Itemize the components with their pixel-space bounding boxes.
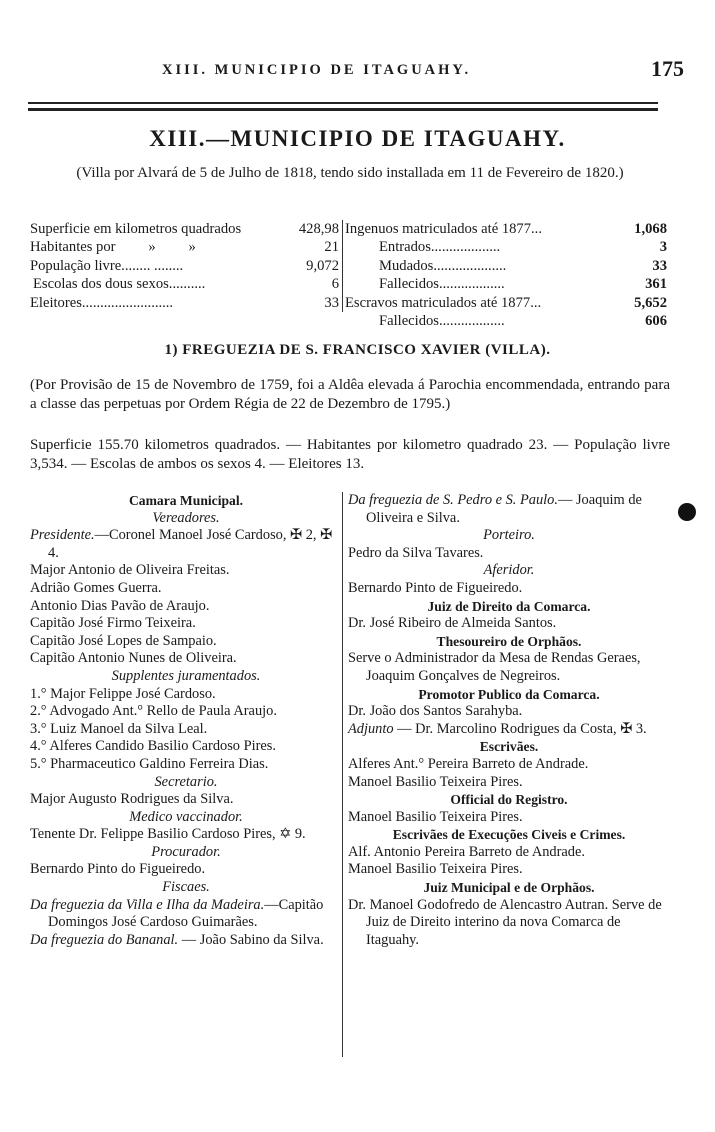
header-rule-thin bbox=[28, 102, 658, 104]
stats-left-column bbox=[30, 220, 343, 312]
fiscal-name: — Joaquim de Oliveira e Silva. bbox=[366, 492, 642, 526]
running-title: XIII. MUNICIPIO DE ITAGUAHY. bbox=[162, 62, 472, 78]
stats-value: 6 bbox=[331, 276, 339, 293]
heading-promotor: Promotor Publico da Comarca. bbox=[418, 686, 600, 702]
list-item: Alf. Antonio Pereira Barreto de Andrade. bbox=[348, 843, 585, 860]
list-item: Dr. Manoel Godofredo de Alencastro Autran. Serve de Juiz de Direito interino da nova Comarca de Itaguahy. bbox=[348, 896, 662, 948]
heading-secretario: Secretario. bbox=[154, 773, 218, 790]
adjunto-label: Adjunto bbox=[348, 720, 394, 737]
stats-row bbox=[343, 275, 670, 293]
heading-juiz-municipal: Juiz Municipal e de Orphãos. bbox=[423, 880, 595, 896]
stats-value: 33 bbox=[652, 257, 667, 274]
ink-blot bbox=[678, 503, 696, 521]
stats-row bbox=[343, 238, 670, 256]
stats-row bbox=[343, 257, 670, 275]
stats-label: Fallecidos.................. bbox=[379, 276, 505, 293]
fiscal-entry bbox=[348, 492, 670, 527]
stats-label: Escravos matriculados até 1877... bbox=[345, 294, 542, 311]
header-rule-thick bbox=[28, 108, 658, 111]
stats-label: Eleitores......................... bbox=[30, 294, 174, 311]
page-number: 175 bbox=[651, 56, 684, 81]
fiscal-place: Da freguezia da Villa e Ilha da Madeira. bbox=[30, 896, 265, 913]
list-item: Capitão José Firmo Teixeira. bbox=[30, 615, 196, 632]
list-item: Major Augusto Rodrigues da Silva. bbox=[30, 791, 234, 808]
list-item: Pedro da Silva Tavares. bbox=[348, 544, 484, 561]
stats-label: Fallecidos.................. bbox=[379, 312, 505, 329]
list-item: Manoel Basilio Teixeira Pires. bbox=[348, 773, 523, 790]
presidente-label: Presidente. bbox=[30, 527, 95, 544]
heading-supplentes: Supplentes juramentados. bbox=[111, 667, 261, 684]
fiscal-entry bbox=[30, 897, 342, 932]
heading-porteiro: Porteiro. bbox=[483, 527, 535, 544]
list-item: Capitão José Lopes de Sampaio. bbox=[30, 632, 217, 649]
stats-label: Escolas dos dous sexos.......... bbox=[33, 276, 206, 293]
stats-row bbox=[30, 294, 342, 312]
list-item: 2.° Advogado Ant.° Rello de Paula Araujo. bbox=[30, 703, 277, 720]
stats-row bbox=[343, 312, 670, 330]
fiscal-name: —Capitão Domingos José Cardoso Guimarães. bbox=[48, 896, 324, 931]
stats-row bbox=[30, 257, 342, 275]
list-item: 3.° Luiz Manoel da Silva Leal. bbox=[30, 720, 208, 737]
heading-official-registro: Official do Registro. bbox=[450, 792, 568, 808]
presidente-entry bbox=[30, 527, 342, 562]
heading-procurador: Procurador. bbox=[151, 843, 221, 860]
stats-value: 21 bbox=[324, 239, 339, 256]
heading-vereadores: Vereadores. bbox=[152, 509, 220, 526]
provisao-paragraph: (Por Provisão de 15 de Novembro de 1759, foi a Aldêa elevada á Parochia encommendada, entrando para a classe das perpetuas por Ordem Régia de 22 de Dezembro de 1795.) bbox=[30, 377, 670, 412]
stats-label: Superficie em kilometros quadrados bbox=[30, 221, 242, 237]
adjunto-name: — Dr. Marcolino Rodrigues da Costa, ✠ 3. bbox=[393, 720, 647, 737]
stats-value: 606 bbox=[645, 312, 667, 329]
stats-label: Mudados.................... bbox=[379, 257, 507, 274]
fiscal-name: — João Sabino da Silva. bbox=[178, 931, 324, 948]
stats-value: 3 bbox=[659, 239, 667, 256]
stats-right-column bbox=[343, 220, 670, 330]
list-item: Tenente Dr. Felippe Basilio Cardoso Pires, ✡ 9. bbox=[30, 826, 306, 843]
heading-escrivaes-execucoes: Escrivães de Execuções Civeis e Crimes. bbox=[392, 827, 626, 843]
list-item: Dr. João dos Santos Sarahyba. bbox=[348, 703, 523, 720]
presidente-name: —Coronel Manoel José Cardoso, ✠ 2, ✠ 4. bbox=[48, 527, 333, 561]
stats-row bbox=[343, 220, 670, 238]
fiscal-place: Da freguezia do Bananal. bbox=[30, 931, 179, 948]
left-column bbox=[30, 492, 343, 1057]
right-column bbox=[348, 492, 670, 949]
stats-value: 5,652 bbox=[634, 294, 667, 311]
stats-row bbox=[30, 238, 342, 256]
stats-label: Habitantes por » » bbox=[30, 239, 196, 256]
subtitle: (Villa por Alvará de 5 de Julho de 1818, tendo sido installada em 11 de Fevereiro de 1820.) bbox=[76, 165, 624, 181]
heading-camara: Camara Municipal. bbox=[128, 493, 244, 508]
list-item: Manoel Basilio Teixeira Pires. bbox=[348, 808, 523, 825]
fiscal-entry bbox=[30, 932, 342, 950]
list-item: 5.° Pharmaceutico Galdino Ferreira Dias. bbox=[30, 755, 269, 772]
stats-label: Entrados................... bbox=[379, 239, 501, 256]
heading-thesoureiro: Thesoureiro de Orphãos. bbox=[436, 633, 582, 649]
list-item: 1.° Major Felippe José Cardoso. bbox=[30, 685, 216, 702]
list-item: Alferes Ant.° Pereira Barreto de Andrade. bbox=[348, 755, 589, 772]
heading-fiscaes: Fiscaes. bbox=[162, 879, 210, 896]
heading-medico: Medico vaccinador. bbox=[129, 808, 243, 825]
section-title: XIII.—MUNICIPIO DE ITAGUAHY. bbox=[149, 126, 566, 151]
list-item: Adrião Gomes Guerra. bbox=[30, 579, 162, 596]
list-item: Bernardo Pinto de Figueiredo. bbox=[348, 579, 523, 596]
list-item: Serve o Administrador da Mesa de Rendas Geraes, Joaquim Gonçalves de Negreiros. bbox=[348, 650, 641, 684]
list-item: 4.° Alferes Candido Basilio Cardoso Pires. bbox=[30, 738, 276, 755]
stats-value: 33 bbox=[324, 294, 339, 311]
list-item: Dr. José Ribeiro de Almeida Santos. bbox=[348, 615, 557, 632]
stats-row bbox=[30, 220, 342, 238]
heading-aferidor: Aferidor. bbox=[483, 562, 535, 579]
list-item: Major Antonio de Oliveira Freitas. bbox=[30, 562, 230, 579]
list-item: Manoel Basilio Teixeira Pires. bbox=[348, 861, 523, 878]
facts-paragraph: Superficie 155.70 kilometros quadrados. — Habitantes por kilometro quadrado 23. — População livre 3,534. — Escolas de ambos os sexos 4. — Eleitores 13. bbox=[30, 437, 670, 472]
stats-label: Ingenuos matriculados até 1877... bbox=[345, 221, 542, 237]
freguezia-heading: 1) FREGUEZIA DE S. FRANCISCO XAVIER (VILLA). bbox=[164, 342, 551, 358]
adjunto-entry bbox=[348, 721, 670, 739]
stats-value: 9,072 bbox=[306, 257, 339, 274]
stats-value: 1,068 bbox=[634, 221, 667, 237]
running-header bbox=[24, 56, 684, 84]
heading-escrivaes: Escrivães. bbox=[479, 739, 539, 755]
stats-row bbox=[30, 275, 342, 293]
heading-juiz-direito: Juiz de Direito da Comarca. bbox=[427, 598, 591, 614]
stats-row bbox=[343, 294, 670, 312]
stats-value: 361 bbox=[645, 276, 667, 293]
list-item: Antonio Dias Pavão de Araujo. bbox=[30, 597, 210, 614]
list-item: Capitão Antonio Nunes de Oliveira. bbox=[30, 650, 237, 667]
list-item: Bernardo Pinto do Figueiredo. bbox=[30, 861, 206, 878]
stats-value: 428,98 bbox=[298, 221, 339, 237]
fiscal-place: Da freguezia de S. Pedro e S. Paulo. bbox=[348, 492, 558, 508]
stats-label: População livre........ ........ bbox=[30, 257, 184, 274]
